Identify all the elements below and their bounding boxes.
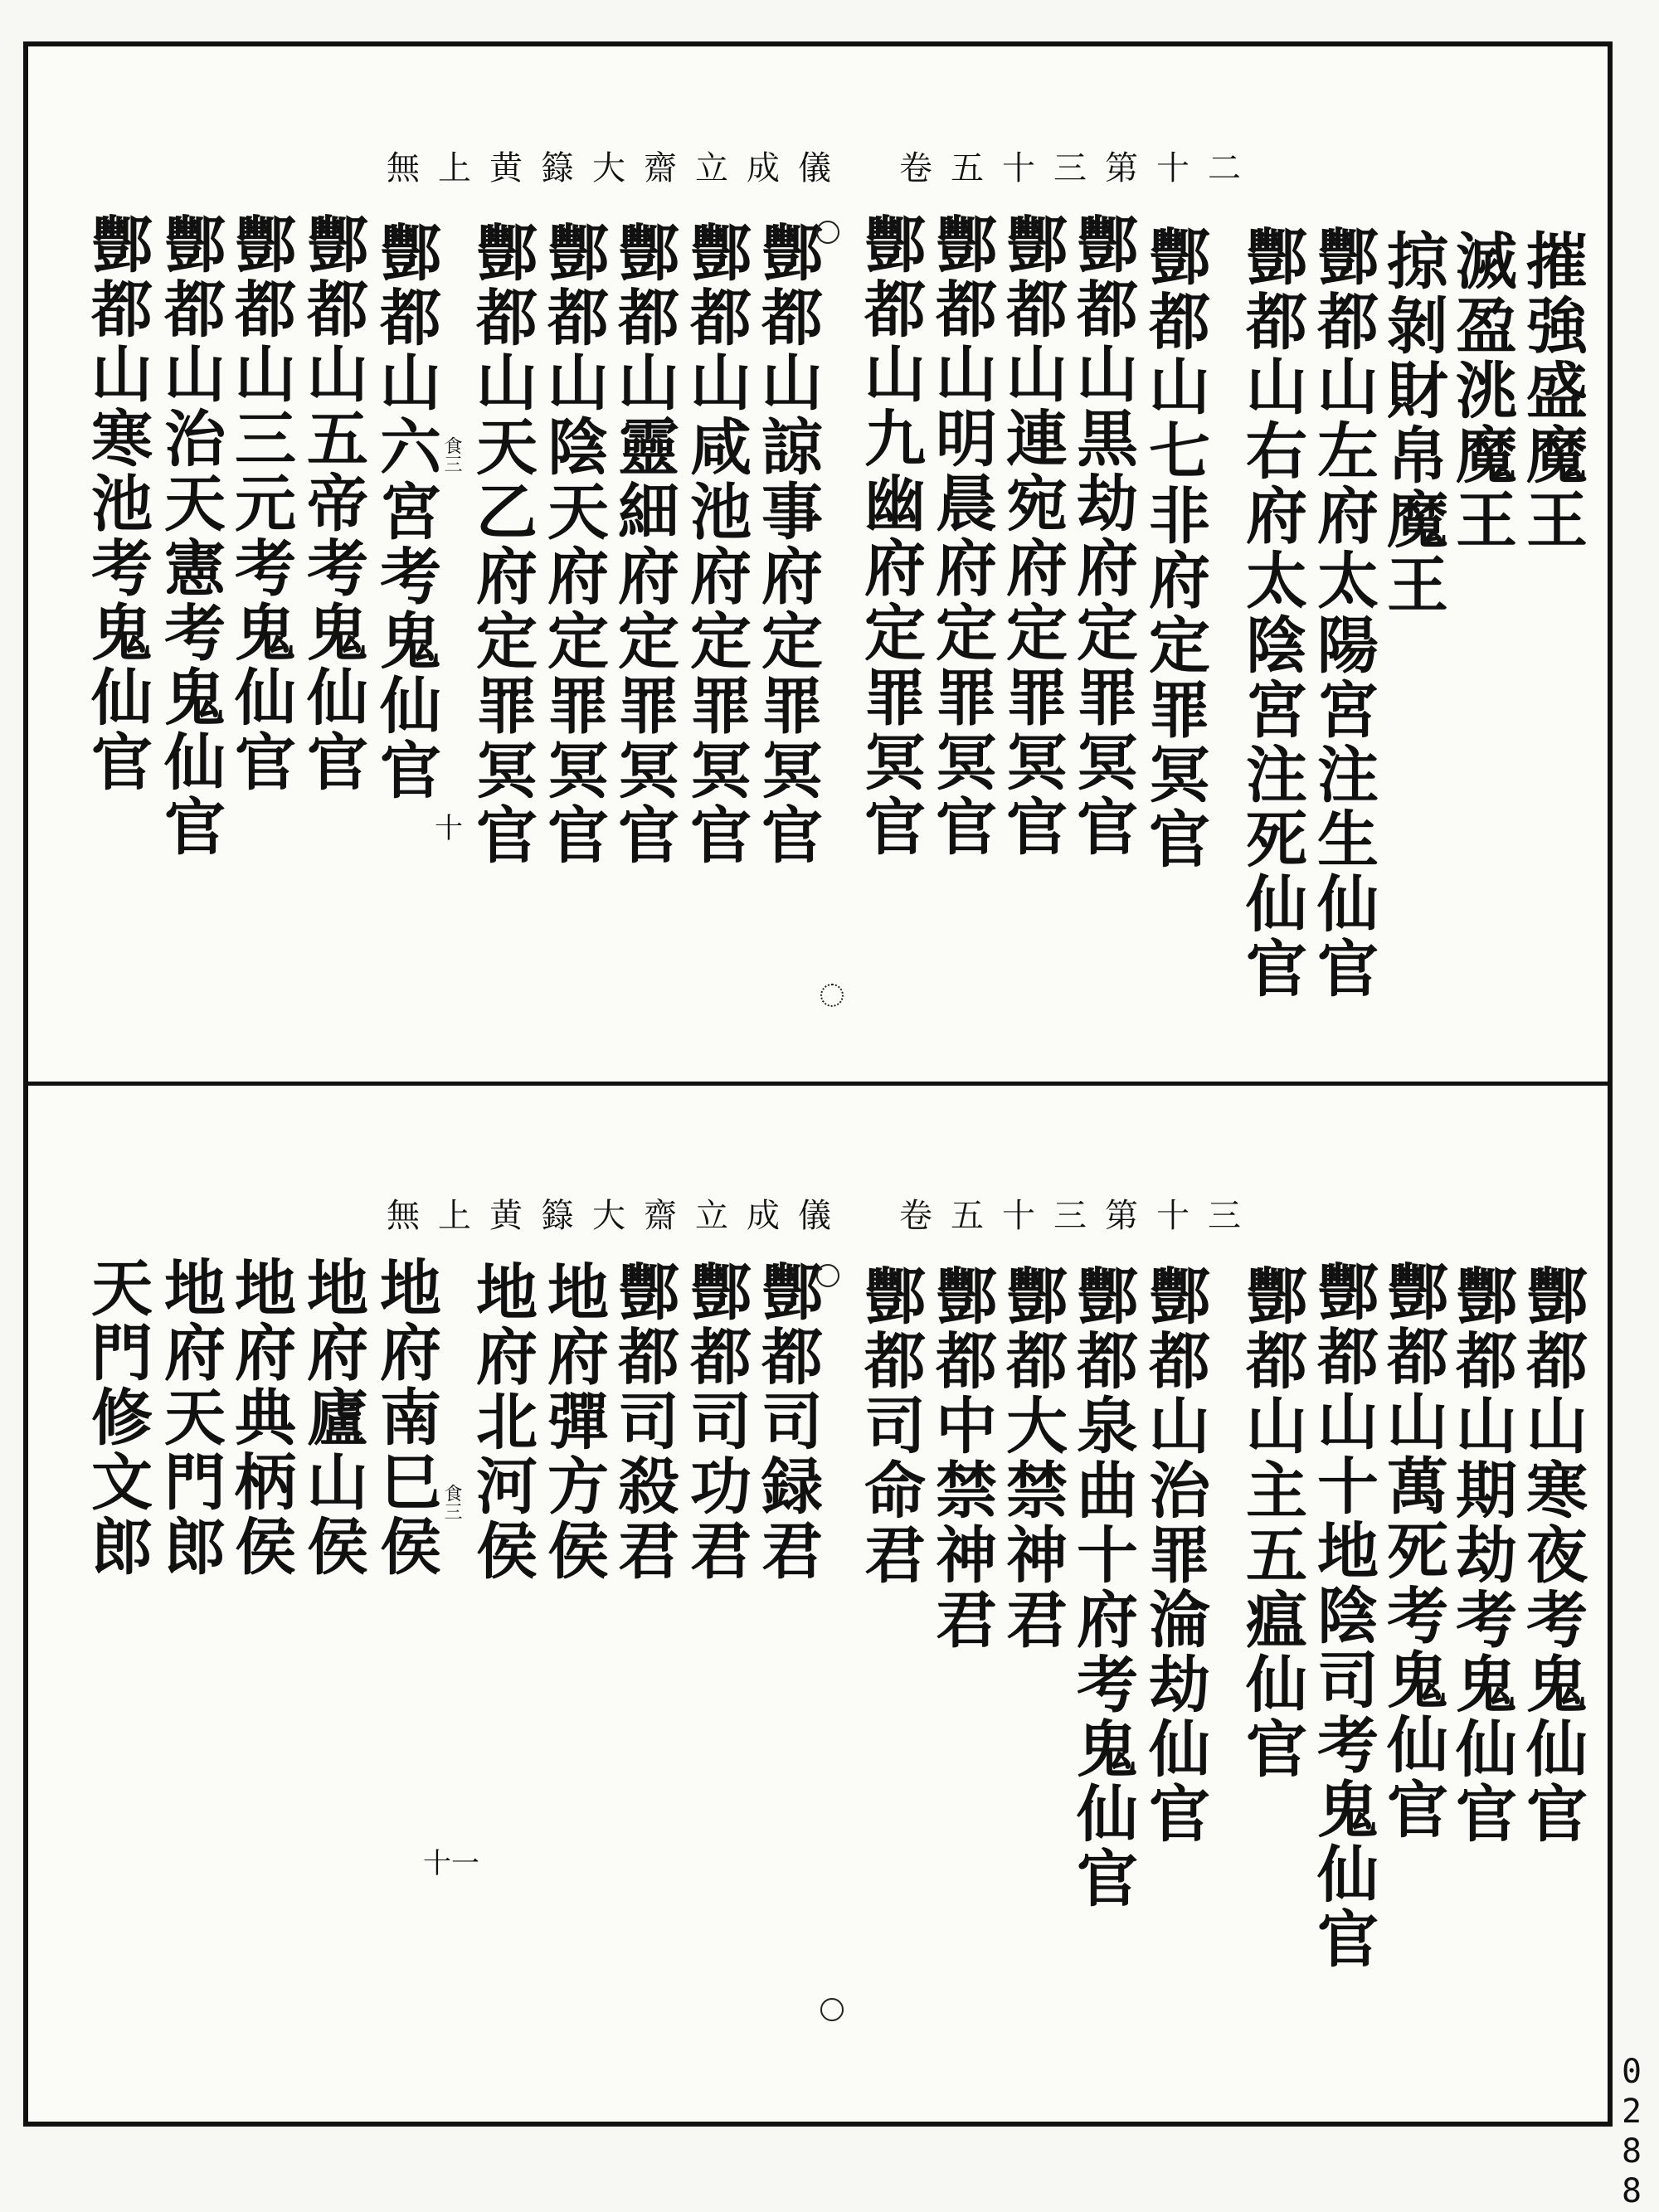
entry-column: 酆都山六宮考鬼仙官 xyxy=(370,221,441,803)
entry-column: 酆都山十地陰司考鬼仙官 xyxy=(1307,1260,1379,1971)
entry-column: 酆都司功君 xyxy=(680,1260,752,1583)
bottom-panel xyxy=(28,1086,1608,2122)
entry-column: 酆都司命君 xyxy=(854,1264,926,1587)
entry-column: 酆都山治罪淪劫仙官 xyxy=(1139,1264,1210,1846)
entry-column: 酆都山期劫考鬼仙官 xyxy=(1446,1264,1517,1846)
entry-column: 酆都山七非府定罪冥官 xyxy=(1139,225,1210,872)
entry-column: 地府彈方侯 xyxy=(538,1260,609,1583)
entry-column: 酆都山寒池考鬼仙官 xyxy=(81,212,153,795)
top-header xyxy=(387,142,1259,189)
entry-column: 酆都山左府太陽宮注生仙官 xyxy=(1307,225,1379,1001)
entry-column: 酆都山九幽府定罪冥官 xyxy=(854,212,926,859)
entry-column: 滅盈洮魔王 xyxy=(1446,229,1517,552)
top-header-title: 無上黄籙大齋立成儀 xyxy=(387,149,849,187)
top-panel xyxy=(28,46,1608,1082)
entry-column: 酆都山右府太陰宮注死仙官 xyxy=(1236,225,1307,1001)
entry-column: 酆都山主五瘟仙官 xyxy=(1236,1264,1307,1782)
entry-column: 地府廬山侯 xyxy=(297,1256,368,1579)
circle-mark xyxy=(816,1264,839,1287)
top-header-chapter: 卷五十三第十二 xyxy=(899,149,1259,187)
entry-column: 酆都山寒夜考鬼仙官 xyxy=(1516,1264,1588,1846)
entry-column: 酆都山靈細府定罪冥官 xyxy=(608,221,679,868)
entry-column: 酆都山連宛府定罪冥官 xyxy=(996,212,1068,859)
bottom-header-title: 無上黄籙大齋立成儀 xyxy=(387,1197,849,1235)
circle-mark xyxy=(820,984,844,1007)
page-number: 0288 xyxy=(1613,2053,1651,2212)
entry-column: 掠剝財帛魔王 xyxy=(1377,229,1448,617)
circle-mark xyxy=(816,221,839,244)
entry-column: 天門修文郎 xyxy=(81,1256,153,1579)
entry-column: 酆都山諒事府定罪冥官 xyxy=(752,221,823,868)
marginal-note: 食三 xyxy=(441,1484,462,1520)
bottom-header xyxy=(387,1189,1259,1237)
entry-column: 酆都山三元考鬼仙官 xyxy=(225,212,296,795)
entry-column: 地府北河侯 xyxy=(466,1260,538,1583)
page-mark: 十 xyxy=(435,812,463,845)
entry-column: 酆都山五帝考鬼仙官 xyxy=(297,212,368,795)
entry-column: 酆都山萬死考鬼仙官 xyxy=(1377,1260,1448,1842)
entry-column: 酆都司殺君 xyxy=(608,1260,679,1583)
entry-column: 酆都山黒劫府定罪冥官 xyxy=(1067,212,1138,859)
entry-column: 酆都大禁神君 xyxy=(996,1264,1068,1652)
entry-column: 酆都中禁神君 xyxy=(926,1264,997,1652)
entry-column: 地府南巳侯 xyxy=(370,1256,441,1579)
marginal-note: 食三 xyxy=(441,436,462,473)
entry-column: 地府天門郎 xyxy=(154,1256,226,1579)
page-mark: 十一 xyxy=(423,1847,479,1880)
entry-column: 酆都山治天憲考鬼仙官 xyxy=(154,212,226,859)
entry-column: 酆都山咸池府定罪冥官 xyxy=(680,221,752,868)
entry-column: 酆都山明晨府定罪冥官 xyxy=(926,212,997,859)
entry-column: 地府典柄侯 xyxy=(225,1256,296,1579)
entry-column: 酆都司録君 xyxy=(752,1260,823,1583)
entry-column: 酆都山天乙府定罪冥官 xyxy=(466,221,538,868)
bottom-header-chapter: 卷五十三第十三 xyxy=(899,1197,1259,1235)
entry-column: 酆都泉曲十府考鬼仙官 xyxy=(1067,1264,1138,1911)
entry-column: 摧強盛魔王 xyxy=(1516,229,1588,552)
circle-mark xyxy=(820,1998,844,2021)
entry-column: 酆都山陰天府定罪冥官 xyxy=(538,221,609,868)
